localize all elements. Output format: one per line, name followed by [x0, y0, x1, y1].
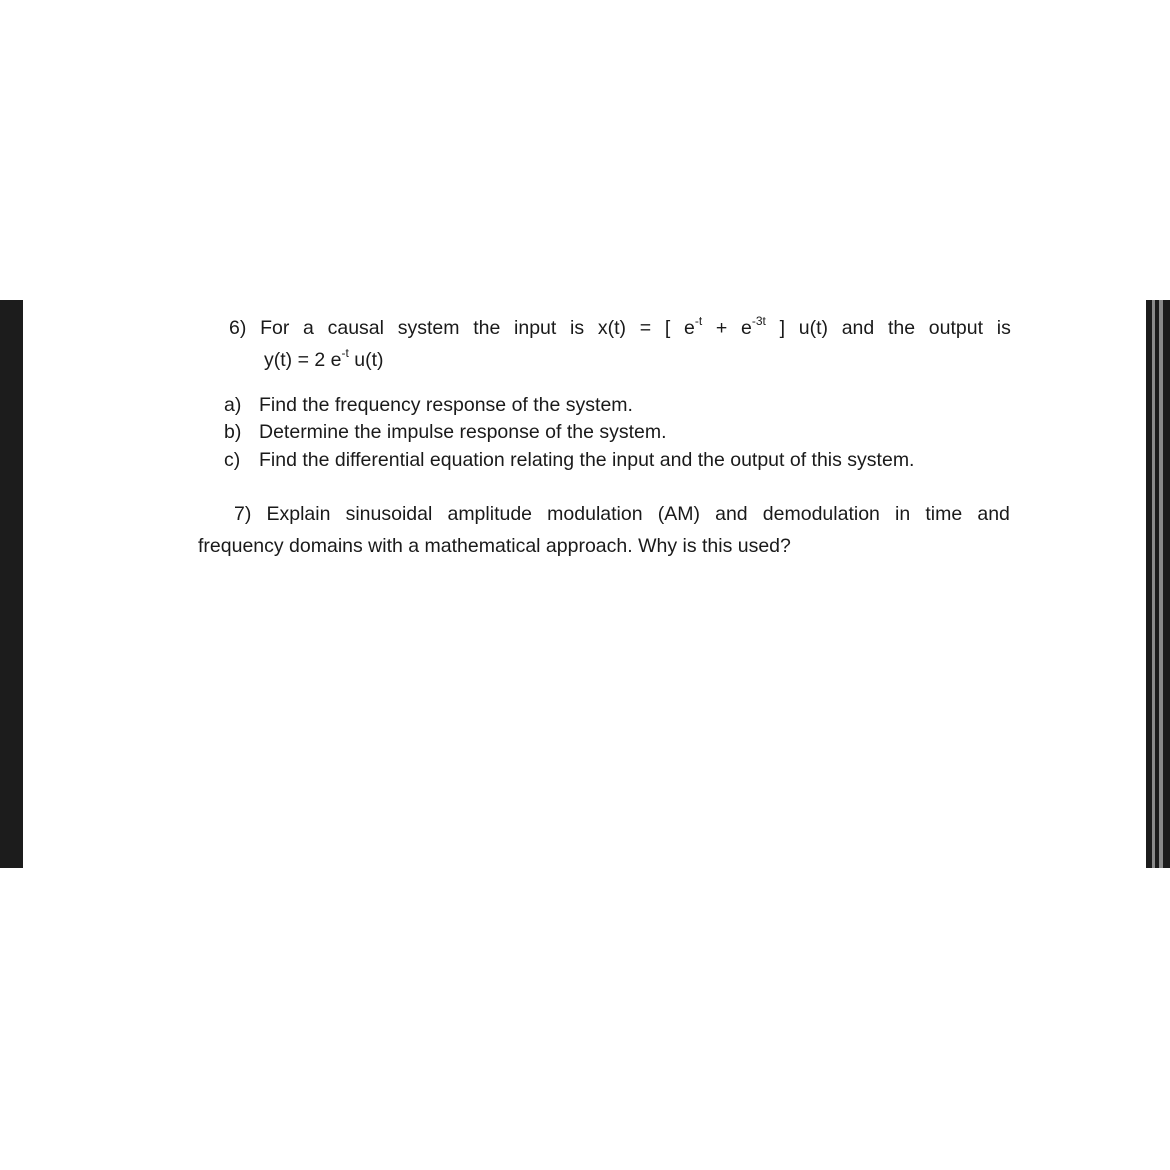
- exponent: -t: [694, 313, 703, 328]
- right-frame-stripe: [1152, 300, 1155, 868]
- word: sinusoidal: [345, 503, 433, 525]
- word: (AM): [657, 503, 700, 525]
- question-6-line-2: y(t) = 2 $e^{-t}$ u(t): [264, 345, 384, 371]
- word: and: [715, 503, 748, 525]
- exp-term-1: $e^{-t}$: [683, 313, 703, 339]
- close-bracket: ]: [779, 317, 786, 339]
- subpart-c: [224, 448, 914, 472]
- word: modulation: [547, 503, 643, 525]
- word: time: [925, 503, 963, 525]
- exponent: -t: [341, 345, 349, 360]
- subpart-marker: b): [224, 421, 242, 443]
- word: demodulation: [762, 503, 880, 525]
- question-7-number: 7): [234, 503, 252, 525]
- word: input: [514, 317, 557, 339]
- question-6-number: 6): [229, 317, 247, 339]
- equals-sign: =: [639, 317, 652, 339]
- exponent: -3t: [751, 313, 766, 328]
- word: output: [928, 317, 984, 339]
- word: For: [260, 317, 290, 339]
- subpart-a: [224, 393, 633, 417]
- word: and: [841, 317, 875, 339]
- word: Explain: [266, 503, 331, 525]
- input-signal-label: x(t): [597, 317, 626, 339]
- question-6-line-1: [229, 313, 1011, 340]
- subpart-text: Find the differential equation relating the input and the output of this system.: [259, 449, 915, 471]
- subpart-marker: c): [224, 449, 241, 471]
- question-7-line-1: [234, 502, 1010, 526]
- right-frame-stripe: [1159, 300, 1163, 868]
- plus-sign: +: [715, 317, 728, 339]
- word: the: [473, 317, 501, 339]
- word: the: [887, 317, 916, 339]
- question-7-line-2: frequency domains with a mathematical approach. Why is this used?: [198, 535, 791, 557]
- exp-term-2: $e^{-3t}$: [741, 313, 766, 339]
- right-frame-bar: [1146, 300, 1170, 868]
- word: is: [996, 317, 1011, 339]
- word: and: [977, 503, 1010, 525]
- subpart-text: Find the frequency response of the system.: [259, 394, 633, 416]
- word: u(t): [798, 317, 828, 339]
- word: causal: [327, 317, 384, 339]
- subpart-text: Determine the impulse response of the system.: [259, 421, 667, 443]
- open-bracket: [: [664, 317, 671, 339]
- word: system: [397, 317, 460, 339]
- word: in: [895, 503, 911, 525]
- word: a: [303, 317, 314, 339]
- left-frame-bar: [0, 300, 23, 868]
- word: amplitude: [447, 503, 533, 525]
- word: is: [570, 317, 585, 339]
- subpart-marker: a): [224, 394, 242, 416]
- subpart-b: [224, 420, 667, 444]
